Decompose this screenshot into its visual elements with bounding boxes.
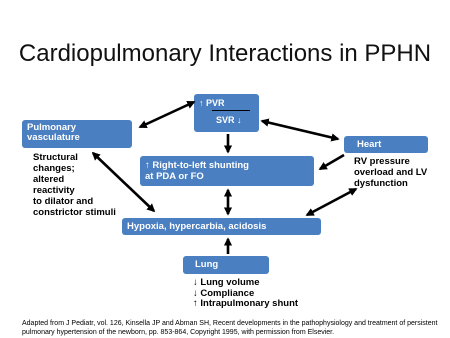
- lung-effects-line-3: ↑ Intrapulmonary shunt: [193, 298, 299, 309]
- pvr-label: ↑ PVR: [199, 98, 225, 108]
- shunting-line-2: at PDA or FO: [145, 171, 204, 182]
- arrow-heart-to-shunting: [320, 155, 344, 169]
- structural-note-line-5: to dilator and: [33, 196, 94, 207]
- structural-note-line-4: reactivity: [33, 185, 75, 196]
- lung-label: Lung: [195, 259, 219, 270]
- pulmonary-vasculature-line-2: vasculature: [27, 132, 80, 143]
- heart-box: [344, 136, 428, 153]
- structural-note-line-1: Structural: [33, 152, 78, 163]
- slide-title: Cardiopulmonary Interactions in PPHN: [18, 40, 432, 67]
- rv-note-line-2: overload and LV: [354, 167, 428, 178]
- pulmonary-vasculature-line-1: Pulmonary: [27, 122, 77, 133]
- lung-effects-line-1: ↓ Lung volume: [193, 277, 260, 288]
- pvr-svr-box: [194, 94, 259, 132]
- structural-changes-note: [33, 152, 116, 218]
- shunting-box: [140, 156, 314, 186]
- structural-note-line-6: constrictor stimuli: [33, 207, 116, 218]
- arrow-pvr-heart: [262, 121, 338, 139]
- lung-box: [183, 256, 269, 274]
- fraction-divider: [212, 110, 250, 111]
- rv-note-line-3: dysfunction: [354, 178, 408, 189]
- lung-effects-note: [193, 278, 298, 310]
- structural-note-line-3: altered: [33, 174, 65, 185]
- shunting-line-1: ↑ Right-to-left shunting: [145, 160, 249, 171]
- rv-pressure-note: [354, 156, 427, 189]
- hypoxia-label: Hypoxia, hypercarbia, acidosis: [127, 221, 267, 232]
- arrow-hypoxia-heart: [307, 189, 356, 215]
- structural-note-line-2: changes;: [33, 163, 75, 174]
- pulmonary-vasculature-box: [22, 120, 132, 148]
- lung-effects-line-2: ↓ Compliance: [193, 287, 255, 299]
- heart-label: Heart: [357, 139, 382, 150]
- rv-note-line-1: RV pressure: [354, 156, 410, 167]
- svr-label: SVR ↓: [216, 115, 242, 125]
- citation: Adapted from J Pediatr, vol. 126, Kinsella JP and Abman SH, Recent developments in the pathophysiology and treatment of persistent pulmonary hypertension of the newborn, pp. 853-864, Copyright 1995, with permission from Elsevier.: [22, 320, 438, 336]
- arrow-pvr-pulmonary-vasculature: [140, 102, 194, 127]
- hypoxia-box: [122, 218, 321, 235]
